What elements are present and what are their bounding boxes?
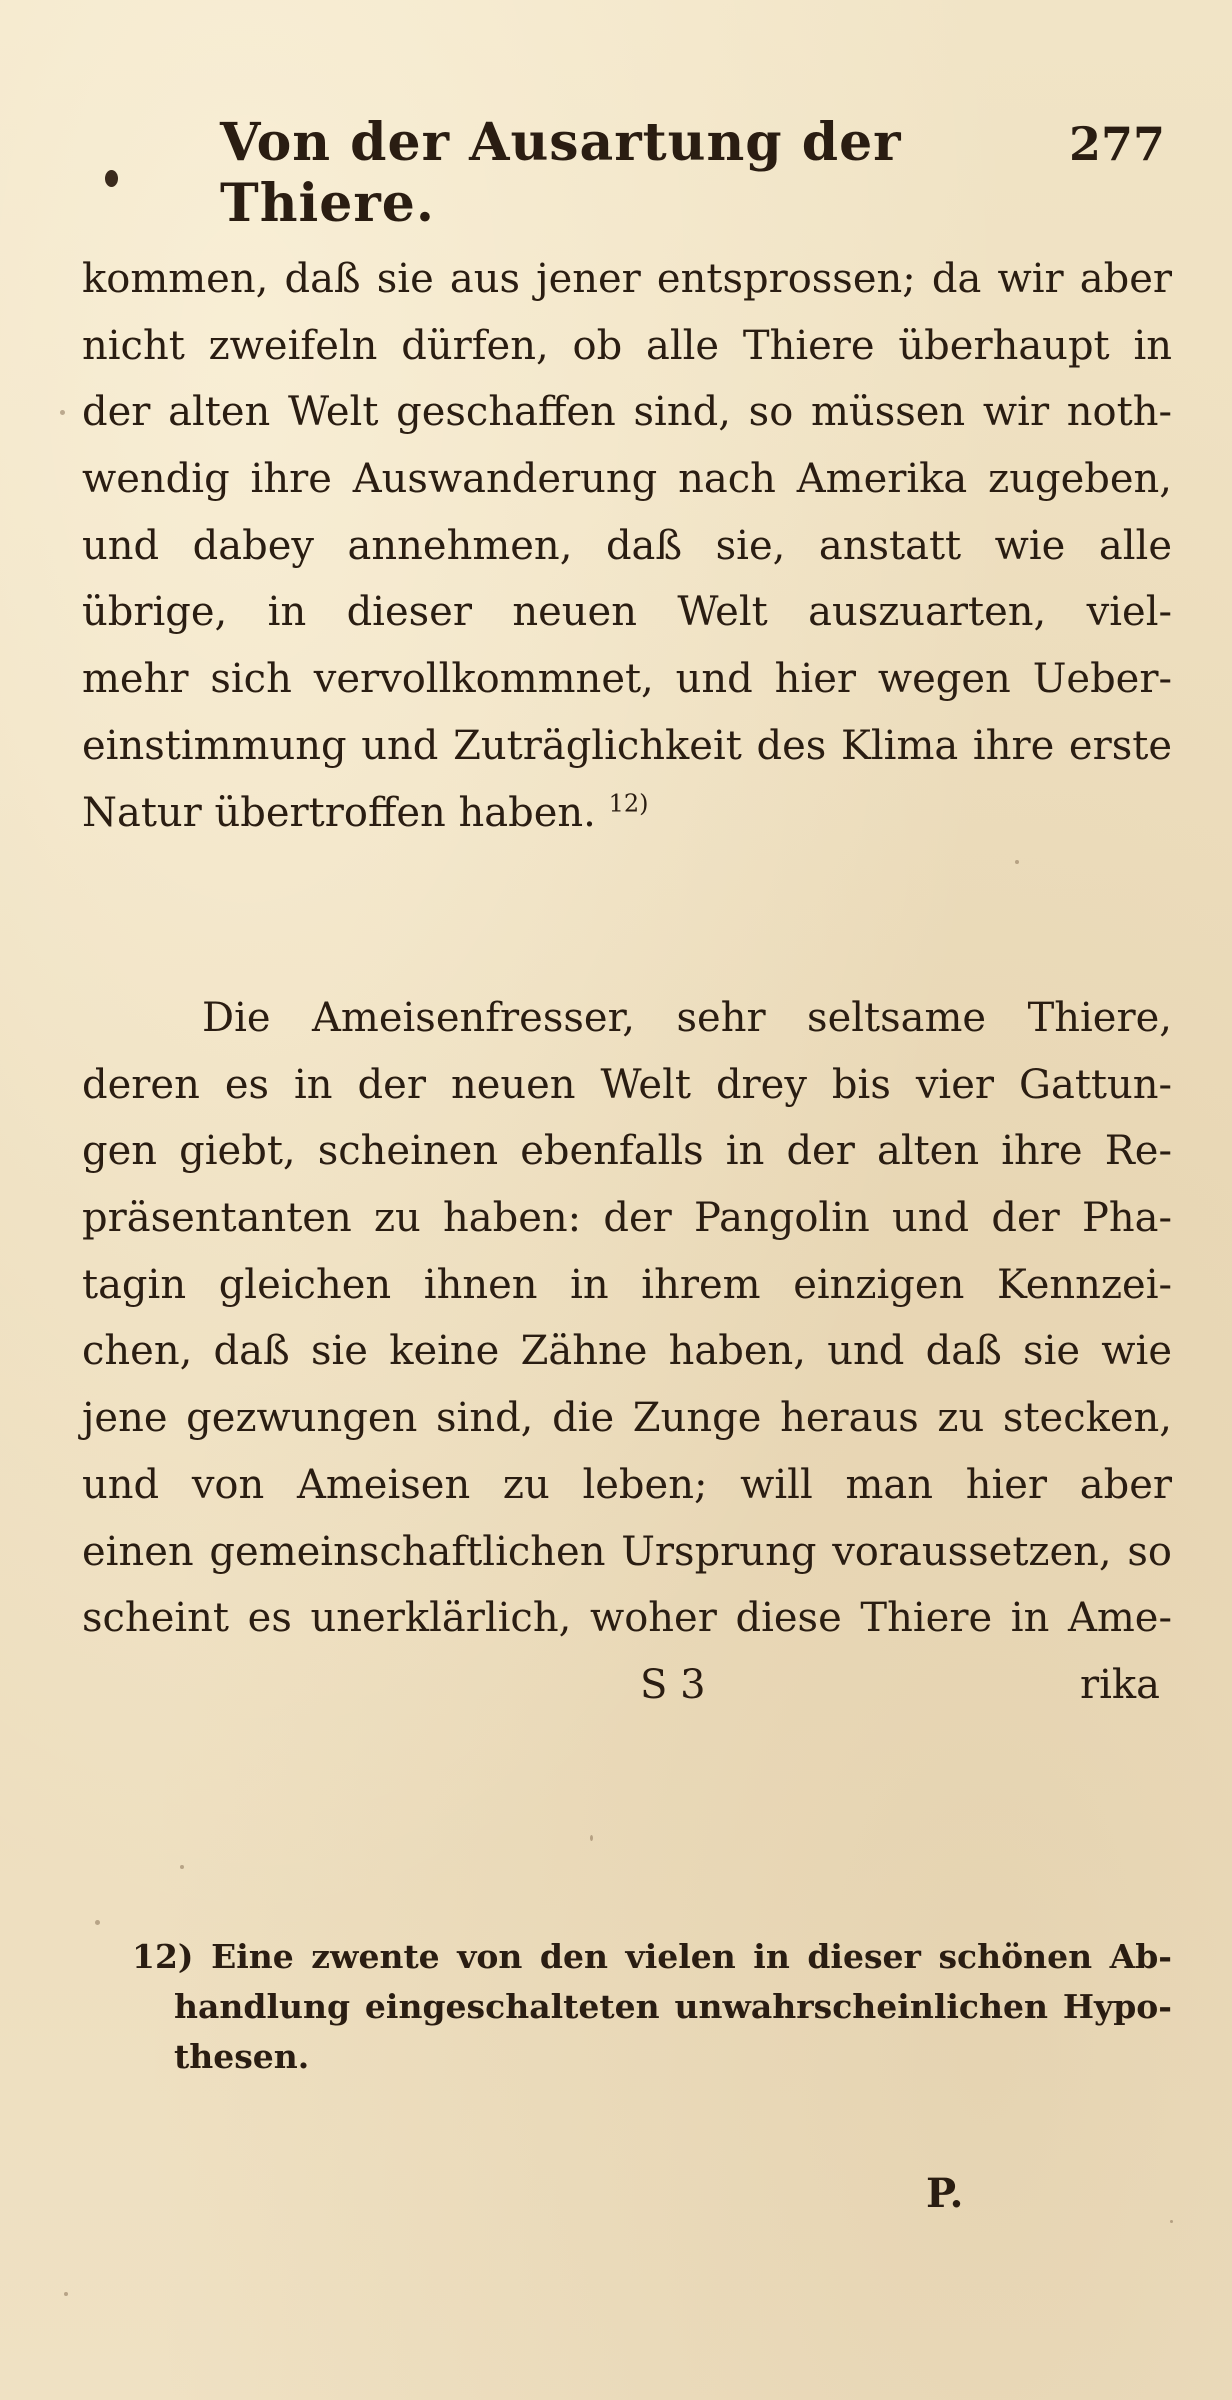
footnote-line: handlung eingeschalteten unwahrscheinlichen Hypo- (174, 1987, 1172, 2026)
text-line: und von Ameisen zu leben; will man hier aber (82, 1461, 1172, 1508)
footnote (132, 1932, 1172, 2082)
paper-speck (1015, 860, 1019, 864)
paragraph-2 (82, 985, 1172, 1652)
running-header (220, 112, 1180, 234)
signature-mark: S 3 (640, 1662, 706, 1708)
text-line: übrige, in dieser neuen Welt auszuarten, viel- (82, 589, 1172, 636)
text-line: der alten Welt geschaffen sind, so müssen wir noth- (82, 389, 1172, 436)
bottom-catchword: P. (926, 2170, 964, 2217)
text-line-with-note (82, 780, 1172, 847)
paper-speck (95, 1920, 100, 1925)
paragraph-1 (82, 246, 1172, 846)
footnote-reference: 12) (608, 789, 649, 818)
text-line: wendig ihre Auswanderung nach Amerika zugeben, (82, 456, 1172, 503)
paper-speck (180, 1865, 184, 1869)
footnote-line (132, 1932, 1172, 1982)
footnote-text: Eine zwente von den vielen in dieser schönen Ab- (211, 1937, 1173, 1976)
paper-speck (60, 410, 65, 415)
ink-blot-mark (105, 170, 118, 187)
footnote-line: thesen. (174, 2037, 310, 2076)
text-line: chen, daß sie keine Zähne haben, und daß sie wie (82, 1328, 1172, 1375)
text-line: einstimmung und Zuträglichkeit des Klima ihre erste (82, 722, 1172, 769)
text-line: Die Ameisenfresser, sehr seltsame Thiere, (202, 995, 1172, 1041)
text-line: jene gezwungen sind, die Zunge heraus zu stecken, (82, 1395, 1172, 1442)
paper-speck (590, 1835, 593, 1841)
text-line: scheint es unerklärlich, woher diese Thiere in Ame- (82, 1595, 1172, 1642)
text-line: mehr sich vervollkommnet, und hier wegen Ueber- (82, 656, 1172, 703)
text-line: tagin gleichen ihnen in ihrem einzigen Kennzei- (82, 1261, 1172, 1308)
text-line: kommen, daß sie aus jener entsprossen; da wir aber (82, 256, 1172, 302)
text-line: gen giebt, scheinen ebenfalls in der alten ihre Re- (82, 1128, 1172, 1175)
text-line: nicht zweifeln dürfen, ob alle Thiere überhaupt in (82, 322, 1172, 369)
text-line: einen gemeinschaftlichen Ursprung voraussetzen, so (82, 1528, 1172, 1575)
text-line: und dabey annehmen, daß sie, anstatt wie alle (82, 522, 1172, 569)
page-number: 277 (1068, 117, 1165, 171)
text-line: deren es in der neuen Welt drey bis vier Gattun- (82, 1061, 1172, 1108)
running-title: Von der Ausartung der Thiere. (220, 112, 902, 234)
paper-speck (1170, 2220, 1173, 2223)
catchword: rika (1080, 1662, 1160, 1708)
footnote-marker: 12) (132, 1937, 194, 1976)
text-line: Natur übertroffen haben. (82, 789, 596, 836)
paper-speck (64, 2292, 68, 2296)
text-line: präsentanten zu haben: der Pangolin und der Pha- (82, 1195, 1172, 1242)
